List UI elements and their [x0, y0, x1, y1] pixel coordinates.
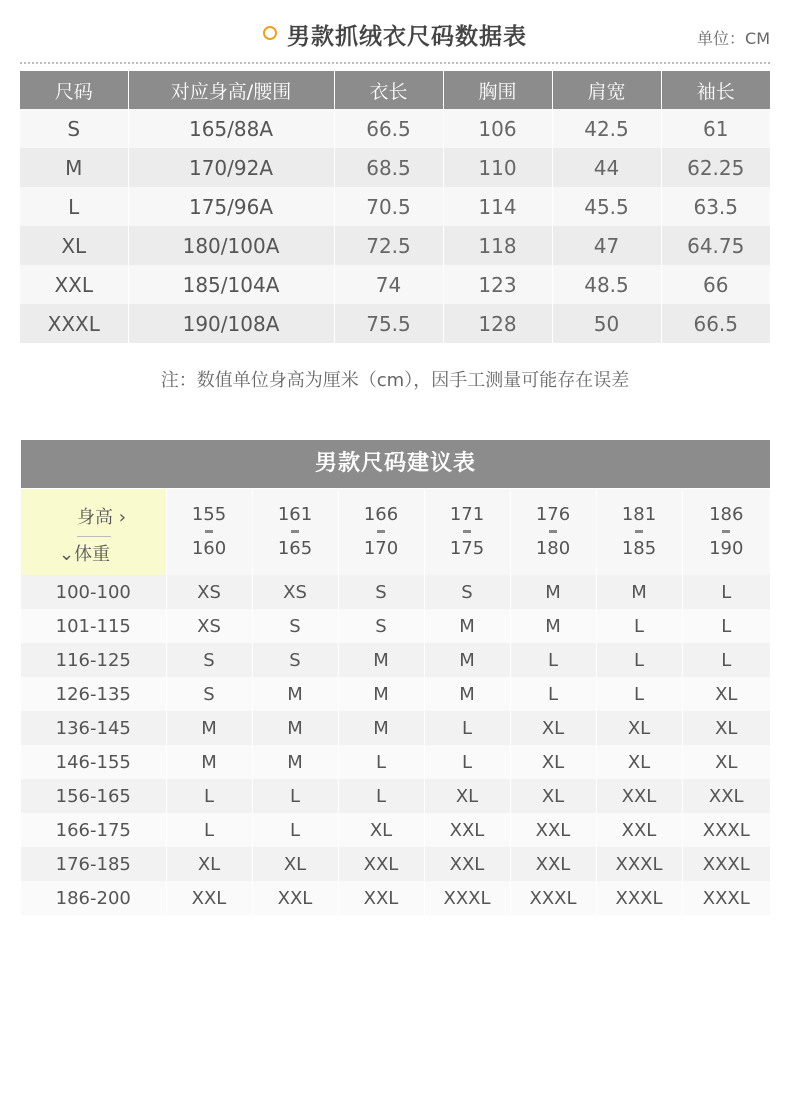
- table-cell: 175/96A: [128, 187, 334, 226]
- size-cell: XXL: [596, 779, 682, 813]
- height-range-header: [682, 489, 770, 575]
- column-header: 衣长: [334, 71, 443, 109]
- corner-cell: [21, 489, 166, 575]
- table-cell: 66.5: [334, 109, 443, 148]
- height-range-header: [596, 489, 682, 575]
- range-dash: [635, 530, 643, 533]
- size-cell: XS: [166, 575, 252, 609]
- weight-range-cell: 146-155: [21, 745, 166, 779]
- corner-height-label: 身高 ›: [77, 507, 126, 528]
- size-cell: M: [424, 677, 510, 711]
- size-cell: XL: [596, 745, 682, 779]
- size-cell: XXL: [338, 881, 424, 915]
- height-range-header: [510, 489, 596, 575]
- range-dash: [377, 530, 385, 533]
- size-cell: S: [252, 643, 338, 677]
- size-cell: XL: [424, 779, 510, 813]
- column-header: 袖长: [661, 71, 770, 109]
- size-cell: L: [596, 643, 682, 677]
- table-cell: 165/88A: [128, 109, 334, 148]
- table-cell: 63.5: [661, 187, 770, 226]
- table-row: [20, 148, 770, 187]
- dotted-divider: [20, 62, 770, 64]
- size-cell: XXXL: [682, 813, 770, 847]
- table-cell: 66.5: [661, 304, 770, 343]
- size-cell: L: [338, 745, 424, 779]
- size-cell: M: [338, 643, 424, 677]
- table-row: [21, 609, 770, 643]
- size-cell: S: [166, 643, 252, 677]
- table-cell: 75.5: [334, 304, 443, 343]
- table-row: [21, 847, 770, 881]
- recommend-table-title: 男款尺码建议表: [21, 440, 770, 488]
- size-cell: L: [682, 643, 770, 677]
- weight-range-cell: 166-175: [21, 813, 166, 847]
- table-row: [21, 779, 770, 813]
- table-cell: 50: [552, 304, 661, 343]
- size-cell: XL: [510, 779, 596, 813]
- size-cell: XXL: [252, 881, 338, 915]
- size-cell: XXL: [424, 813, 510, 847]
- weight-range-cell: 116-125: [21, 643, 166, 677]
- height-range-end: 175: [449, 538, 485, 559]
- range-dash: [722, 530, 730, 533]
- table-cell: 118: [443, 226, 552, 265]
- size-cell: XXL: [596, 813, 682, 847]
- size-cell: XS: [166, 609, 252, 643]
- table-cell: L: [20, 187, 128, 226]
- height-range-start: 171: [449, 504, 485, 525]
- size-cell: XXL: [338, 847, 424, 881]
- height-range-start: 155: [191, 504, 227, 525]
- size-data-table: [20, 71, 770, 343]
- table-cell: XXXL: [20, 304, 128, 343]
- table-cell: 42.5: [552, 109, 661, 148]
- recommend-header-row: [21, 489, 770, 575]
- size-cell: L: [596, 609, 682, 643]
- size-cell: XL: [682, 677, 770, 711]
- size-cell: XL: [252, 847, 338, 881]
- size-cell: L: [166, 779, 252, 813]
- size-cell: XXXL: [424, 881, 510, 915]
- height-range-start: 176: [535, 504, 571, 525]
- title-wrap: [20, 18, 770, 51]
- column-header: 肩宽: [552, 71, 661, 109]
- size-cell: XL: [166, 847, 252, 881]
- size-cell: L: [682, 575, 770, 609]
- size-cell: XL: [596, 711, 682, 745]
- size-cell: XXL: [510, 813, 596, 847]
- weight-range-cell: 176-185: [21, 847, 166, 881]
- table-row: [20, 109, 770, 148]
- size-cell: L: [252, 813, 338, 847]
- table-cell: S: [20, 109, 128, 148]
- table-cell: 190/108A: [128, 304, 334, 343]
- size-cell: XXXL: [682, 881, 770, 915]
- height-range-header: [252, 489, 338, 575]
- size-cell: L: [596, 677, 682, 711]
- height-range-start: 161: [277, 504, 313, 525]
- table-cell: 123: [443, 265, 552, 304]
- table-cell: 110: [443, 148, 552, 187]
- unit-label: 单位：CM: [697, 29, 770, 48]
- size-recommendation-table: [21, 489, 770, 915]
- size-cell: XL: [510, 745, 596, 779]
- size-cell: M: [166, 745, 252, 779]
- table-cell: 128: [443, 304, 552, 343]
- size-cell: L: [424, 711, 510, 745]
- size-cell: L: [166, 813, 252, 847]
- size-cell: S: [166, 677, 252, 711]
- corner-divider: [77, 536, 111, 537]
- range-dash: [549, 530, 557, 533]
- table-cell: 48.5: [552, 265, 661, 304]
- range-dash: [205, 530, 213, 533]
- table-cell: 68.5: [334, 148, 443, 187]
- size-cell: M: [252, 745, 338, 779]
- height-range-end: 185: [621, 538, 657, 559]
- table-row: [20, 187, 770, 226]
- size-cell: M: [338, 711, 424, 745]
- table-row: [21, 813, 770, 847]
- column-header: 胸围: [443, 71, 552, 109]
- size-cell: M: [338, 677, 424, 711]
- table-row: [20, 265, 770, 304]
- size-cell: XXXL: [596, 847, 682, 881]
- size-cell: XXL: [424, 847, 510, 881]
- table-row: [20, 304, 770, 343]
- height-range-header: [166, 489, 252, 575]
- size-cell: XXXL: [596, 881, 682, 915]
- table-cell: 72.5: [334, 226, 443, 265]
- height-range-end: 170: [363, 538, 399, 559]
- weight-range-cell: 136-145: [21, 711, 166, 745]
- size-table-header-row: [20, 71, 770, 109]
- height-range-header: [424, 489, 510, 575]
- size-cell: S: [252, 609, 338, 643]
- size-cell: M: [510, 609, 596, 643]
- table-row: [21, 711, 770, 745]
- size-cell: S: [338, 575, 424, 609]
- size-cell: M: [424, 609, 510, 643]
- weight-range-cell: 186-200: [21, 881, 166, 915]
- size-cell: S: [424, 575, 510, 609]
- height-range-end: 190: [709, 538, 744, 559]
- height-range-header: [338, 489, 424, 575]
- weight-range-cell: 100-100: [21, 575, 166, 609]
- size-cell: M: [252, 711, 338, 745]
- table-row: [21, 745, 770, 779]
- size-cell: XL: [682, 711, 770, 745]
- size-cell: L: [682, 609, 770, 643]
- column-header: 对应身高/腰围: [128, 71, 334, 109]
- size-cell: L: [510, 677, 596, 711]
- size-cell: XL: [338, 813, 424, 847]
- height-range-start: 181: [621, 504, 657, 525]
- size-cell: M: [166, 711, 252, 745]
- size-cell: L: [338, 779, 424, 813]
- size-cell: S: [338, 609, 424, 643]
- column-header: 尺码: [20, 71, 128, 109]
- table-cell: 62.25: [661, 148, 770, 187]
- height-range-start: 186: [709, 504, 744, 525]
- table-cell: 47: [552, 226, 661, 265]
- table-cell: 170/92A: [128, 148, 334, 187]
- height-range-end: 180: [535, 538, 571, 559]
- size-cell: M: [510, 575, 596, 609]
- weight-range-cell: 156-165: [21, 779, 166, 813]
- measurement-note: 注：数值单位身高为厘米（cm），因手工测量可能存在误差: [160, 370, 630, 391]
- table-row: [21, 643, 770, 677]
- table-cell: 185/104A: [128, 265, 334, 304]
- size-cell: M: [424, 643, 510, 677]
- table-cell: XXL: [20, 265, 128, 304]
- size-cell: XS: [252, 575, 338, 609]
- size-cell: XL: [682, 745, 770, 779]
- size-cell: L: [424, 745, 510, 779]
- table-cell: 70.5: [334, 187, 443, 226]
- circle-bullet-icon: [263, 26, 277, 40]
- height-range-end: 165: [277, 538, 313, 559]
- size-cell: M: [252, 677, 338, 711]
- table-cell: 180/100A: [128, 226, 334, 265]
- table-cell: 45.5: [552, 187, 661, 226]
- table-cell: 106: [443, 109, 552, 148]
- weight-range-cell: 101-115: [21, 609, 166, 643]
- page-title: 男款抓绒衣尺码数据表: [287, 24, 527, 50]
- table-row: [20, 226, 770, 265]
- size-cell: XXXL: [682, 847, 770, 881]
- table-cell: 74: [334, 265, 443, 304]
- height-range-end: 160: [191, 538, 227, 559]
- size-cell: XL: [510, 711, 596, 745]
- table-row: [21, 881, 770, 915]
- table-row: [21, 677, 770, 711]
- range-dash: [463, 530, 471, 533]
- size-cell: XXL: [166, 881, 252, 915]
- table-cell: 66: [661, 265, 770, 304]
- size-cell: XXL: [682, 779, 770, 813]
- corner-weight-label: ⌄体重: [59, 544, 111, 565]
- table-cell: XL: [20, 226, 128, 265]
- size-cell: L: [510, 643, 596, 677]
- table-row: [21, 575, 770, 609]
- page-header: [20, 12, 770, 62]
- table-cell: M: [20, 148, 128, 187]
- range-dash: [291, 530, 299, 533]
- weight-range-cell: 126-135: [21, 677, 166, 711]
- table-cell: 61: [661, 109, 770, 148]
- table-cell: 44: [552, 148, 661, 187]
- size-cell: L: [252, 779, 338, 813]
- size-cell: XXL: [510, 847, 596, 881]
- size-cell: M: [596, 575, 682, 609]
- table-cell: 64.75: [661, 226, 770, 265]
- table-cell: 114: [443, 187, 552, 226]
- height-range-start: 166: [363, 504, 399, 525]
- size-cell: XXXL: [510, 881, 596, 915]
